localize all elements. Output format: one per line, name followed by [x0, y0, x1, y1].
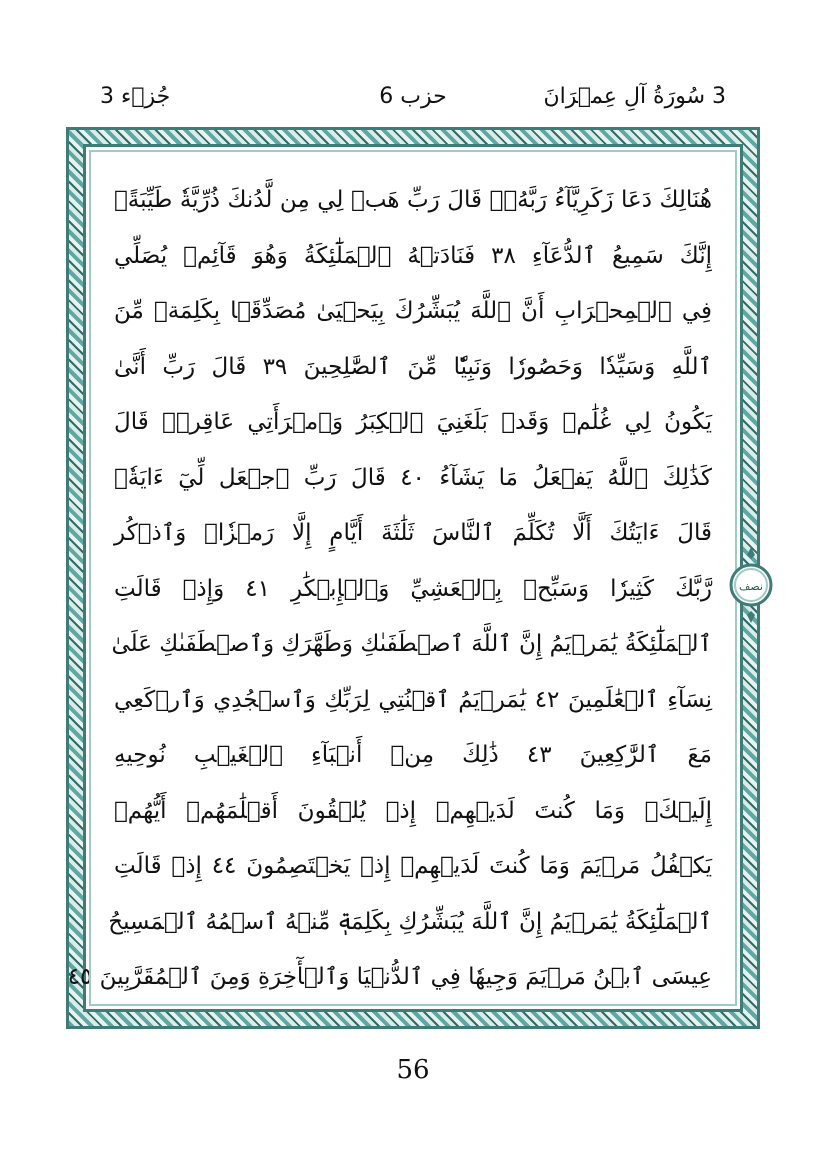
text-line: نِسَآءِ ٱلۡعَٰلَمِينَ ٤٢ يَٰمَرۡيَمُ ٱقۡنُتِي لِرَبِّكِ وَٱسۡجُدِي وَٱرۡكَعِي	[114, 686, 712, 713]
text-line: ٱللَّهِ وَسَيِّدٗا وَحَصُورٗا وَنَبِيّٗا مِّنَ ٱلصَّٰلِحِينَ ٣٩ قَالَ رَبِّ أَنَّىٰ	[114, 353, 712, 380]
text-line: إِنَّكَ سَمِيعُ ٱلدُّعَآءِ ٣٨ فَنَادَتۡهُ ٱلۡمَلَٰٓئِكَةُ وَهُوَ قَآئِمٞ يُصَلِّي	[114, 242, 712, 269]
text-panel	[67, 144, 743, 1012]
text-line: كَذَٰلِكَ ٱللَّهُ يَفۡعَلُ مَا يَشَآءُ ٤٠ قَالَ رَبِّ ٱجۡعَل لِّيٓ ءَايَةٗۖ	[114, 464, 712, 491]
hizb-quarter-marker	[728, 545, 774, 625]
text-line: إِلَيۡكَۚ وَمَا كُنتَ لَدَيۡهِمۡ إِذۡ يُلۡقُونَ أَقۡلَٰمَهُمۡ أَيُّهُمۡ	[114, 797, 712, 824]
ornamental-border	[66, 127, 760, 1029]
text-line: ٱلۡمَلَٰٓئِكَةُ يَٰمَرۡيَمُ إِنَّ ٱللَّهَ ٱصۡطَفَىٰكِ وَطَهَّرَكِ وَٱصۡطَفَىٰكِ عَلَىٰ	[111, 631, 712, 657]
text-line: ٱلۡمَلَٰٓئِكَةُ يَٰمَرۡيَمُ إِنَّ ٱللَّهَ يُبَشِّرُكِ بِكَلِمَةٖ مِّنۡهُ ٱسۡمُهُ ٱلۡمَسِيحُ	[108, 908, 712, 935]
page-number: 56	[396, 1055, 430, 1085]
text-line: يَكُونُ لِي غُلَٰمٞ وَقَدۡ بَلَغَنِيَ ٱلۡكِبَرُ وَٱمۡرَأَتِي عَاقِرٞۖ قَالَ	[114, 409, 712, 435]
juz-label: جُزۡء 3	[100, 84, 171, 109]
medallion-icon	[728, 545, 774, 625]
text-line: هُنَالِكَ دَعَا زَكَرِيَّآءُ رَبَّهُۥۖ قَالَ رَبِّ هَبۡ لِي مِن لَّدُنكَ ذُرِّيَّةٗ طَيِّبَةًۖ	[114, 187, 712, 213]
text-line: رَّبَّكَ كَثِيرٗا وَسَبِّحۡ بِٱلۡعَشِيِّ وَٱلۡإِبۡكَٰرِ ٤١ وَإِذۡ قَالَتِ	[114, 575, 713, 602]
text-line: قَالَ ءَايَتُكَ أَلَّا تُكَلِّمَ ٱلنَّاسَ ثَلَٰثَةَ أَيَّامٍ إِلَّا رَمۡزٗاۗ وَٱذۡكُر	[114, 520, 712, 546]
hizb-label: حزب 6	[379, 84, 447, 109]
text-line: يَكۡفُلُ مَرۡيَمَ وَمَا كُنتَ لَدَيۡهِمۡ إِذۡ يَخۡتَصِمُونَ ٤٤ إِذۡ قَالَتِ	[114, 853, 712, 879]
text-line: عِيسَى ٱبۡنُ مَرۡيَمَ وَجِيهٗا فِي ٱلدُّنۡيَا وَٱلۡأٓخِرَةِ وَمِنَ ٱلۡمُقَرَّبِينَ ٤٥	[67, 964, 712, 990]
verse-text	[67, 173, 713, 1006]
medallion-label: نصف	[739, 580, 763, 593]
page-header	[100, 84, 726, 116]
text-line: مَعَ ٱلرَّٰكِعِينَ ٤٣ ذَٰلِكَ مِنۡ أَنۢبَآءِ ٱلۡغَيۡبِ نُوحِيهِ	[114, 742, 712, 768]
text-line: فِي ٱلۡمِحۡرَابِ أَنَّ ٱللَّهَ يُبَشِّرُكَ بِيَحۡيَىٰ مُصَدِّقَۢا بِكَلِمَةٖ مِّنَ	[114, 298, 712, 324]
surah-title: 3 سُورَةُ آلِ عِمۡرَانَ	[543, 84, 726, 109]
